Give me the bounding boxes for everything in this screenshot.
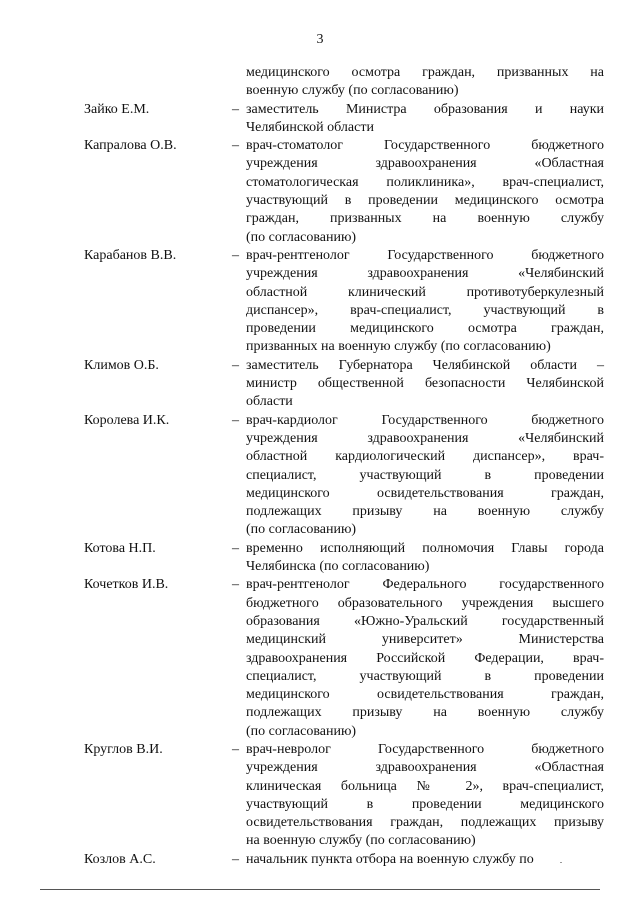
dash-separator: – (232, 540, 239, 556)
position-line: бюджетного образовательного учреждения высшего (246, 595, 604, 611)
member-entry (84, 357, 604, 412)
dash-separator: – (232, 412, 239, 428)
position-line: Челябинской области (246, 119, 374, 135)
footer-rule (40, 889, 600, 890)
position-line: (по согласованию) (246, 522, 357, 538)
position-line: клиническая больница № 2», врач-специалист, (246, 778, 604, 794)
member-position (246, 412, 604, 540)
continuation-line: медицинского осмотра граждан, призванных на (246, 65, 604, 80)
position-line: на военную службу (по согласованию) (246, 833, 476, 849)
member-entry (84, 540, 604, 577)
position-line: министр общественной безопасности Челябинской (246, 376, 604, 392)
position-line: врач-невролог Государственного бюджетного (246, 741, 604, 757)
dash-separator: – (232, 741, 239, 757)
member-name: Кочетков И.В. (84, 577, 169, 593)
dash-separator: – (232, 577, 239, 593)
position-line: медицинского освидетельствования граждан, (246, 485, 604, 501)
dash-separator: – (232, 138, 239, 154)
member-position (246, 247, 604, 357)
position-line: участвующий в проведении медицинского (246, 796, 604, 812)
position-line: учреждения здравоохранения «Челябинский (246, 430, 604, 446)
position-line: медицинский университет» Министерства (246, 632, 604, 648)
position-line: образования «Южно-Уральский государственный (246, 613, 604, 629)
member-position (246, 137, 604, 247)
position-line: врач-кардиолог Государственного бюджетного (246, 412, 604, 428)
member-position (246, 101, 604, 138)
position-line: стоматологическая поликлиника», врач-специалист, (246, 174, 604, 190)
position-line: проведении медицинского осмотра граждан, (246, 321, 604, 337)
continuation-text (246, 64, 604, 101)
position-line: врач-стоматолог Государственного бюджетного (246, 138, 604, 154)
continuation-line: военную службу (по согласованию) (246, 83, 459, 99)
position-line: врач-рентгенолог Государственного бюджетного (246, 247, 604, 263)
member-position (246, 540, 604, 577)
member-name: Котова Н.П. (84, 540, 156, 556)
position-line: временно исполняющий полномочия Главы города (246, 540, 604, 556)
dash-separator: – (232, 851, 239, 867)
position-line: специалист, участвующий в проведении (246, 668, 604, 684)
member-name: Климов О.Б. (84, 357, 159, 373)
member-entry (84, 412, 604, 540)
position-line: подлежащих призыву на военную службу (246, 705, 604, 721)
page-number: 3 (316, 32, 324, 47)
position-line: подлежащих призыву на военную службу (246, 504, 604, 520)
member-entry (84, 576, 604, 741)
position-line: (по согласованию) (246, 229, 357, 245)
position-line: Челябинска (по согласованию) (246, 559, 430, 575)
position-line: призванных на военную службу (по согласованию) (246, 339, 551, 355)
member-entry (84, 247, 604, 357)
member-name: Круглов В.И. (84, 741, 163, 757)
member-name: Капралова О.В. (84, 138, 177, 154)
position-line: граждан, призванных на военную службу (246, 211, 604, 227)
position-line: заместитель Губернатора Челябинской области – (246, 357, 604, 373)
member-position (246, 741, 604, 851)
dash-separator: – (232, 357, 239, 373)
member-entry (84, 851, 604, 869)
member-name: Зайко Е.М. (84, 101, 150, 117)
position-line: здравоохранения Российской Федерации, врач- (246, 650, 604, 666)
position-line: врач-рентгенолог Федерального государственного (246, 577, 604, 593)
position-line: учреждения здравоохранения «Областная (246, 156, 604, 172)
member-entry (84, 137, 604, 247)
position-line: освидетельствования граждан, подлежащих призыву (246, 815, 604, 831)
position-line: областной клинический противотуберкулезный (246, 284, 604, 300)
member-name: Королева И.К. (84, 412, 170, 428)
position-line: медицинского освидетельствования граждан, (246, 687, 604, 703)
position-line: (по согласованию) (246, 723, 357, 739)
dash-separator: – (232, 101, 239, 117)
position-line: учреждения здравоохранения «Областная (246, 760, 604, 776)
member-position (246, 357, 604, 412)
position-line: начальник пункта отбора на военную службу по (246, 851, 534, 867)
dash-separator: – (232, 247, 239, 263)
position-line: участвующий в проведении медицинского осмотра (246, 193, 604, 209)
position-line: областной кардиологический диспансер», врач- (246, 449, 604, 465)
position-line: диспансер», врач-специалист, участвующий в (246, 302, 604, 318)
member-position (246, 851, 604, 869)
member-entry (84, 101, 604, 138)
position-line: заместитель Министра образования и науки (246, 101, 604, 117)
document-body (84, 64, 604, 869)
position-line: учреждения здравоохранения «Челябинский (246, 266, 604, 282)
position-line: специалист, участвующий в проведении (246, 467, 604, 483)
member-entry (84, 741, 604, 851)
position-line: области (246, 394, 293, 410)
commission-members-list (84, 101, 604, 869)
member-name: Козлов А.С. (84, 851, 156, 867)
scan-speck (560, 862, 562, 863)
member-name: Карабанов В.В. (84, 247, 177, 263)
member-position (246, 576, 604, 741)
